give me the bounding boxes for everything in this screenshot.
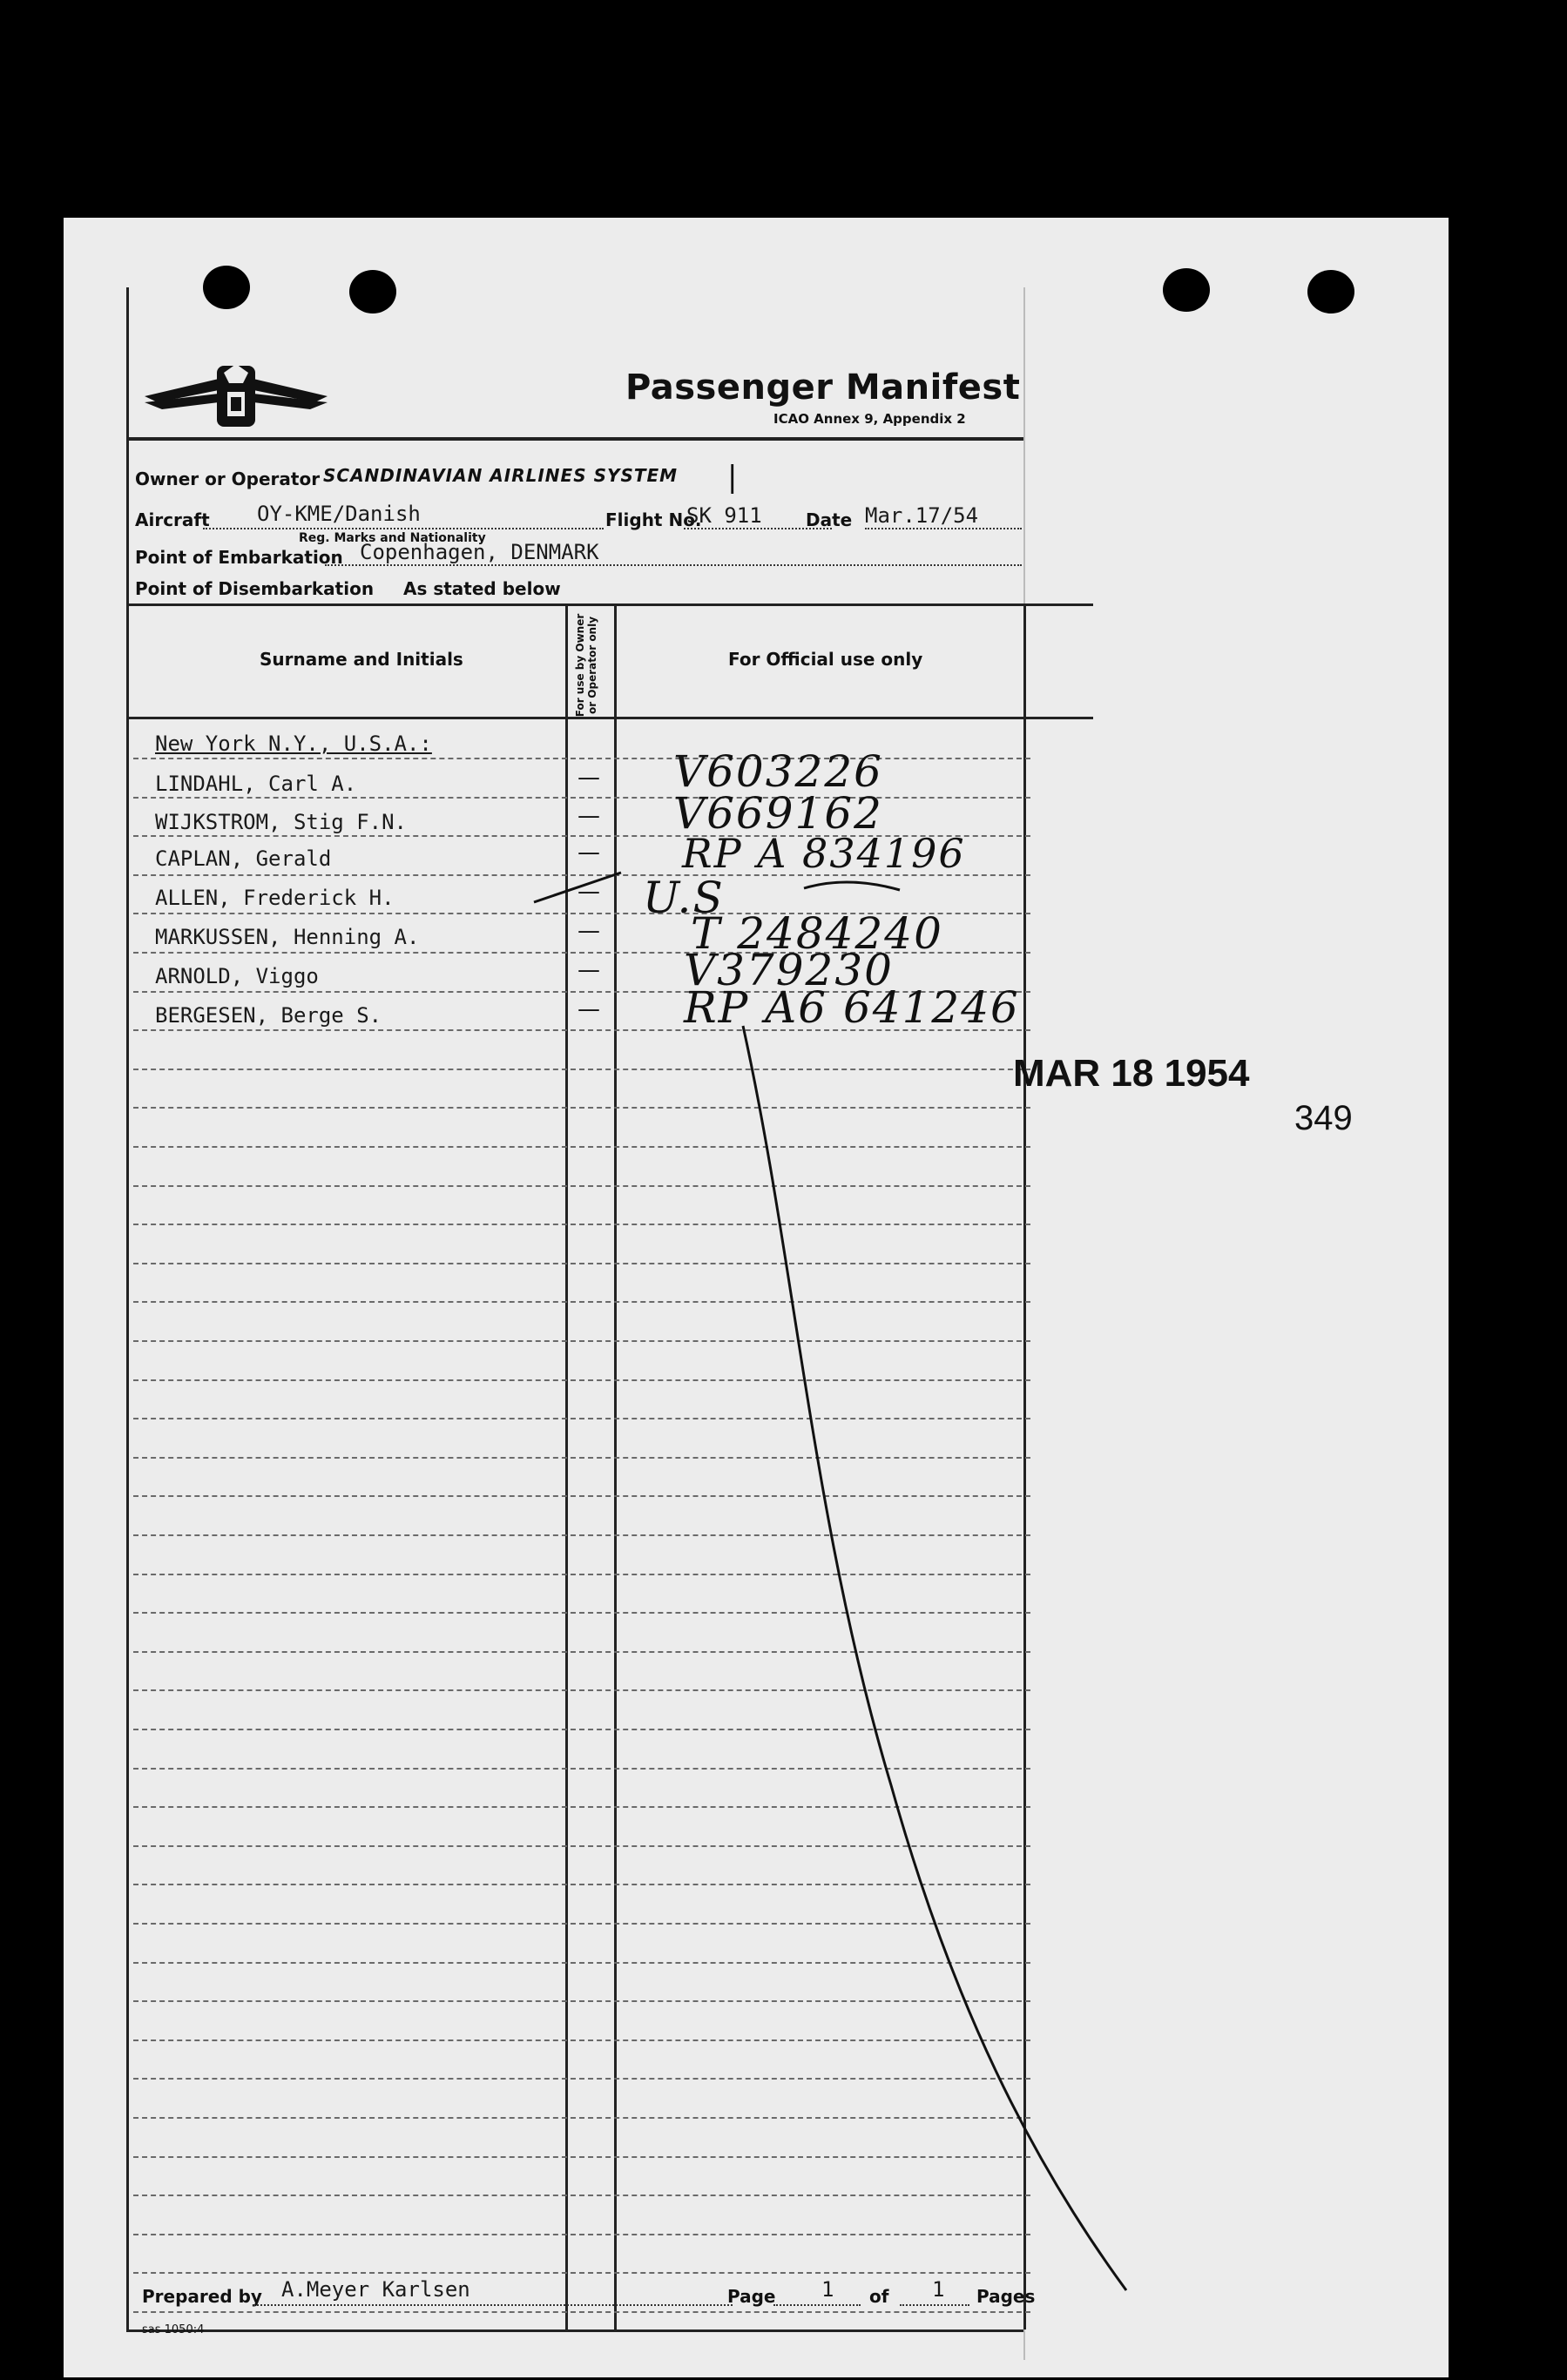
embarkation-label: Point of Embarkation [135,547,343,568]
aircraft-value: OY-KME/Danish [257,502,421,526]
prepared-dotted-line [253,2304,733,2306]
prepared-by-value: A.Meyer Karlsen [281,2277,470,2302]
owner-value: SCANDINAVIAN AIRLINES SYSTEM [323,465,679,486]
official-entry: V669162 [673,788,883,839]
operator-mark: — [577,839,600,866]
page-label: Page [727,2286,776,2307]
flight-label: Flight No. [605,509,702,530]
page-subtitle: ICAO Annex 9, Appendix 2 [773,411,966,427]
passenger-name: MARKUSSEN, Henning A. [155,925,420,949]
pages-label: Pages [976,2286,1036,2307]
handwritten-strokes [64,218,1449,2377]
passenger-name: LINDAHL, Carl A. [155,772,357,796]
owner-slash-mark: | [727,460,738,495]
operator-mark: — [577,957,600,983]
official-entry: RP A6 641246 [684,982,1020,1033]
stamp-number: 349 [1294,1099,1353,1137]
passenger-name: ALLEN, Frederick H. [155,886,395,910]
page-title: Passenger Manifest [625,367,1021,408]
official-entry: V603226 [673,746,883,797]
date-value: Mar.17/54 [865,503,979,528]
official-entry: U.S [643,873,725,923]
of-dotted-line [900,2304,969,2306]
official-entry: V379230 [684,945,894,995]
column-header-official: For Official use only [728,649,923,670]
passenger-name: WIJKSTROM, Stig F.N. [155,810,407,834]
column-header-operator: For use by Owner or Operator only [574,613,598,718]
form-code: sas 1050:4 [142,2323,205,2336]
prepared-by-label: Prepared by [142,2286,262,2307]
embarkation-value: Copenhagen, DENMARK [360,540,599,564]
date-stamp: MAR 18 1954 [1013,1052,1250,1095]
manifest-sheet [64,218,1449,2377]
passenger-name: CAPLAN, Gerald [155,846,332,871]
disembarkation-label: Point of Disembarkation [135,578,375,599]
owner-label: Owner or Operator [135,469,321,489]
operator-mark: — [577,879,600,905]
of-label: of [869,2286,889,2307]
page-dotted-line [773,2304,861,2306]
passenger-name: BERGESEN, Berge S. [155,1003,382,1028]
operator-mark: — [577,765,600,791]
page-value: 1 [821,2277,834,2302]
official-entry: T 2484240 [691,908,943,959]
official-entry: RP A 834196 [682,830,966,877]
disembarkation-value: As stated below [403,578,561,599]
date-label: Date [806,509,853,530]
operator-mark: — [577,996,600,1022]
aircraft-caption: Reg. Marks and Nationality [299,531,486,545]
column-header-name: Surname and Initials [260,649,463,670]
passenger-name: ARNOLD, Viggo [155,964,319,988]
pages-value: 1 [932,2277,945,2302]
operator-mark: — [577,803,600,829]
aircraft-label: Aircraft [135,509,210,530]
flight-value: SK 911 [686,503,762,528]
row-destination: New York N.Y., U.S.A.: [155,732,432,756]
operator-mark: — [577,918,600,944]
